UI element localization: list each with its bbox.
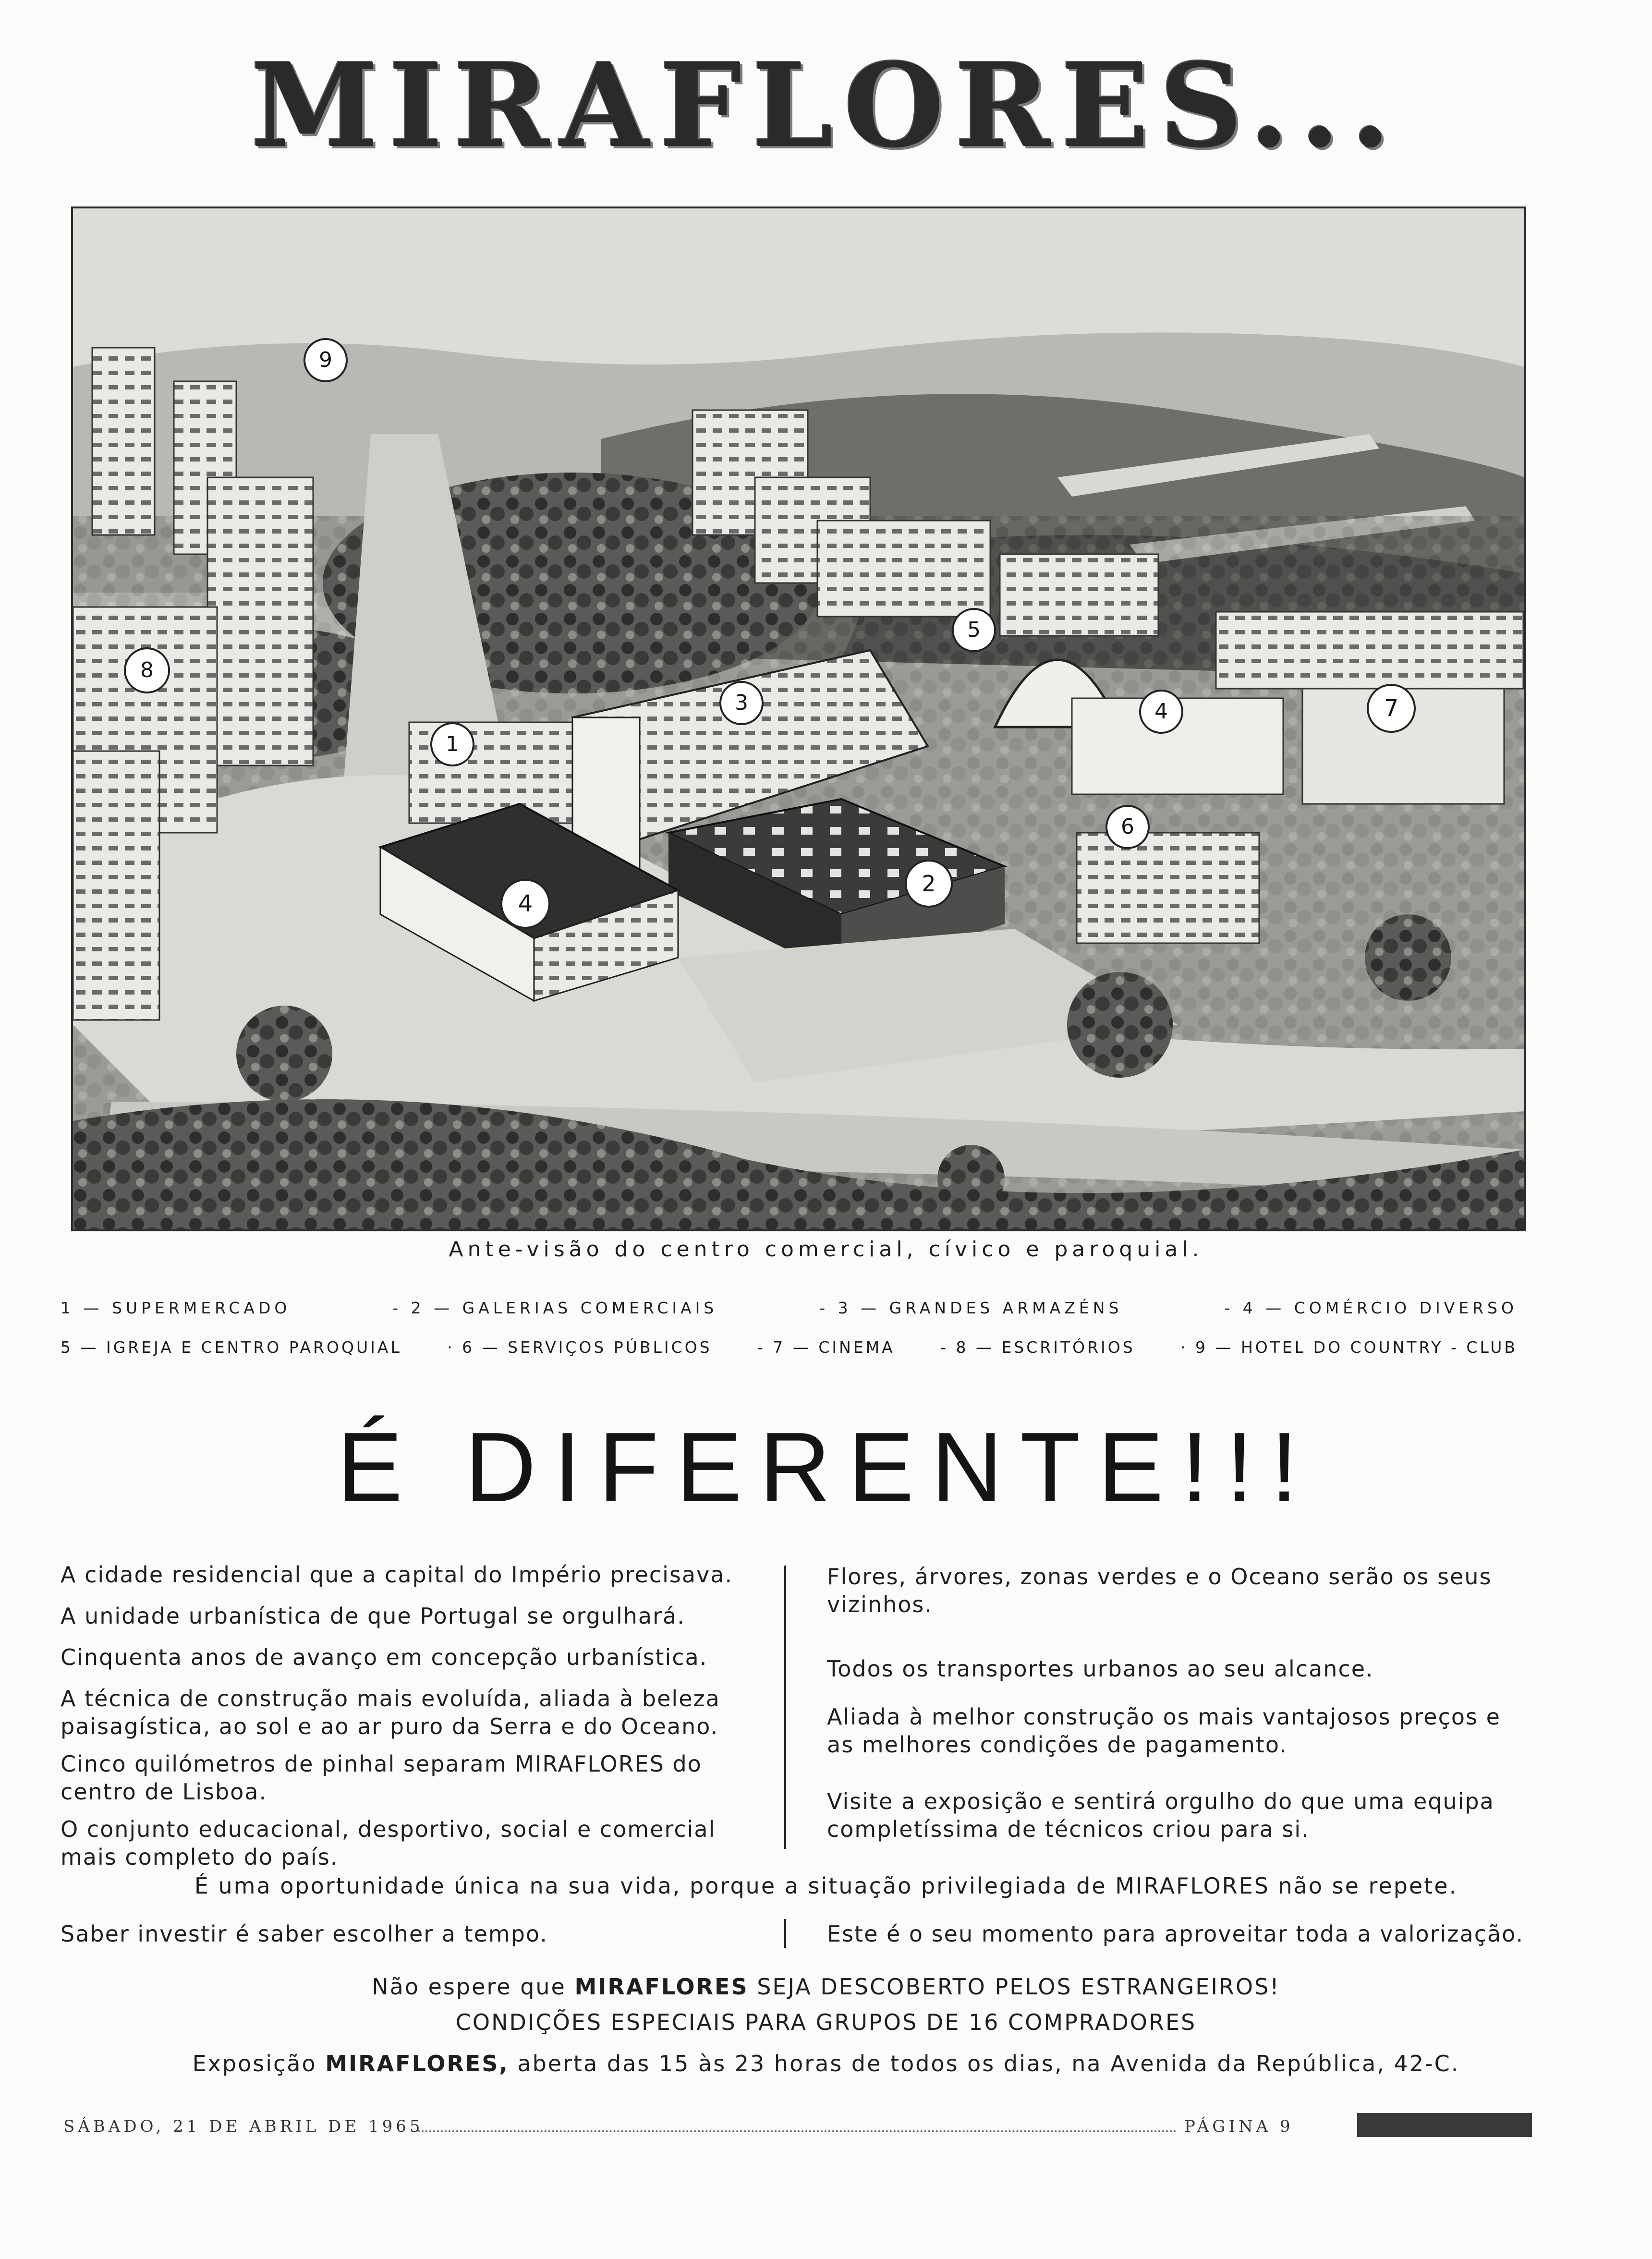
legend-item-hotel: · 9 — HOTEL DO COUNTRY - CLUB xyxy=(1180,1338,1518,1357)
legend-item-igreja: 5 — IGREJA E CENTRO PAROQUIAL xyxy=(61,1338,402,1357)
legend-item-supermercado: 1 — SUPERMERCADO xyxy=(61,1299,291,1317)
left-line-4: A técnica de construção mais evoluída, aliada à beleza paisagística, ao sol e ao ar puro da Serra e do Oceano. xyxy=(61,1686,720,1739)
closing-line-1-a: Não espere que xyxy=(372,1974,566,2000)
right-line-1: Flores, árvores, zonas verdes e o Oceano serão os seus vizinhos. xyxy=(827,1564,1492,1617)
invest-divider xyxy=(784,1919,786,1948)
marker-1: 1 xyxy=(430,722,474,766)
headline: É DIFERENTE!!! xyxy=(337,1412,1315,1522)
marker-8: 8 xyxy=(124,647,170,693)
left-line-5: Cinco quilómetros de pinhal separam MIRAFLORES do centro de Lisboa. xyxy=(61,1751,702,1805)
marker-6: 6 xyxy=(1105,805,1150,849)
closing-line-3 xyxy=(0,2051,1652,2077)
right-line-2: Todos os transportes urbanos ao seu alcance. xyxy=(827,1656,1374,1682)
footer-stamp xyxy=(1357,2113,1532,2137)
illustration-drawing xyxy=(73,208,1524,1229)
marker-4-right: 4 xyxy=(1139,690,1183,734)
masthead-title: MIRAFLORES... xyxy=(251,38,1401,173)
legend-row-1 xyxy=(61,1299,1518,1317)
closing-line-3-brand: MIRAFLORES, xyxy=(325,2051,509,2077)
legend-item-escritorios: - 8 — ESCRITÓRIOS xyxy=(940,1338,1135,1357)
invest-right: Este é o seu momento para aproveitar toda a valorização. xyxy=(827,1921,1524,1947)
legend-item-servicos: · 6 — SERVIÇOS PÚBLICOS xyxy=(447,1338,712,1357)
legend-row-2 xyxy=(61,1338,1518,1357)
legend-item-armazens: - 3 — GRANDES ARMAZÉNS xyxy=(819,1299,1123,1317)
invest-left: Saber investir é saber escolher a tempo. xyxy=(61,1921,548,1947)
marker-4-left: 4 xyxy=(500,879,550,929)
opportunity-line: É uma oportunidade única na sua vida, porque a situação privilegiada de MIRAFLORES não se repete. xyxy=(194,1873,1458,1899)
left-line-1: A cidade residencial que a capital do Império precisava. xyxy=(61,1562,733,1588)
marker-3: 3 xyxy=(719,681,764,725)
closing-line-1-brand: MIRAFLORES xyxy=(574,1974,749,2000)
closing-line-2: CONDIÇÕES ESPECIAIS PARA GRUPOS DE 16 COMPRADORES xyxy=(455,2009,1197,2035)
marker-5: 5 xyxy=(952,608,996,652)
footer-page: PÁGINA 9 xyxy=(1184,2117,1294,2136)
marker-7: 7 xyxy=(1367,684,1416,733)
footer-rule xyxy=(418,2130,1177,2132)
right-line-3: Aliada à melhor construção os mais vantajosos preços e as melhores condições de pagamento. xyxy=(827,1704,1501,1758)
legend-item-cinema: - 7 — CINEMA xyxy=(757,1338,895,1357)
left-line-3: Cinquenta anos de avanço em concepção urbanística. xyxy=(61,1644,708,1670)
right-line-4: Visite a exposição e sentirá orgulho do que uma equipa completíssima de técnicos criou para si. xyxy=(827,1788,1494,1842)
legend-item-galerias: - 2 — GALERIAS COMERCIAIS xyxy=(392,1299,718,1317)
legend-item-comercio: - 4 — COMÉRCIO DIVERSO xyxy=(1224,1299,1518,1317)
aerial-illustration xyxy=(71,206,1526,1231)
closing-line-3-a: Exposição xyxy=(192,2051,317,2077)
closing-line-3-c: aberta das 15 às 23 horas de todos os dias, na Avenida da República, 42-C. xyxy=(517,2051,1460,2077)
closing-line-1 xyxy=(0,1974,1652,2000)
left-line-6: O conjunto educacional, desportivo, social e comercial mais completo do país. xyxy=(61,1816,716,1870)
closing-line-1-c: SEJA DESCOBERTO PELOS ESTRANGEIROS! xyxy=(757,1974,1280,2000)
footer-date: SÁBADO, 21 DE ABRIL DE 1965 xyxy=(63,2117,424,2136)
left-line-2: A unidade urbanística de que Portugal se orgulhará. xyxy=(61,1603,685,1629)
column-divider xyxy=(784,1566,786,1849)
marker-2: 2 xyxy=(905,860,953,908)
marker-9: 9 xyxy=(304,338,348,382)
illustration-caption: Ante-visão do centro comercial, cívico e paroquial. xyxy=(449,1237,1203,1262)
